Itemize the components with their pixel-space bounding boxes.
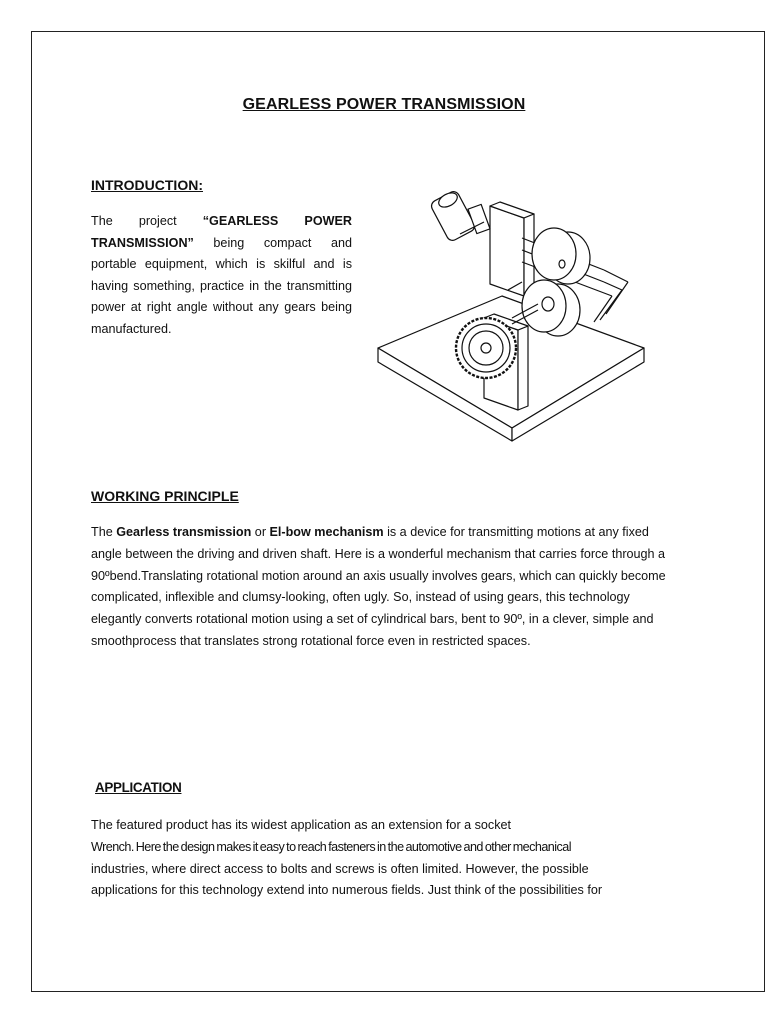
application-line-3: industries, where direct access to bolts and screws is often limited. However, the possible [91,861,589,876]
document-title: GEARLESS POWER TRANSMISSION [242,96,526,113]
introduction-heading: INTRODUCTION: [91,177,203,193]
intro-project-name: “GEARLESS POWER TRANSMISSION” [91,214,352,250]
wp-bold-elbow: El-bow mechanism [269,525,384,539]
wp-bold-gearless: Gearless transmission [116,525,252,539]
wp-text-3: is a device for transmitting motions at any fixed angle between the driving and driven shaft. Here is a wonderful mechanism that carries force through a 90ºbend.Translating rotational motion around an axis usually involves gears, which can quickly become complicated, inflexible and clumsy-looking, often ugly. So, instead of using gears, this technology elegantly converts rotational motion using a set of cylindrical bars, bent to 90º, in a clever, simple and smoothprocess that translates strong rotational force even in restricted spaces. [91,525,666,648]
intro-lead: The project [91,214,203,228]
application-line-2: Wrench. Here the design makes it easy to reach fasteners in the automotive and other mechanical [91,839,571,854]
application-heading: APPLICATION [95,780,182,795]
elbow-mechanism-illustration [372,178,650,446]
introduction-paragraph [91,211,352,341]
wp-text-1: The [91,525,117,539]
application-line-4: applications for this technology extend into numerous fields. Just think of the possibilities for [91,883,603,898]
application-line-1: The featured product has its widest application as an extension for a socket [91,818,512,832]
working-principle-paragraph [91,522,681,653]
working-principle-heading: WORKING PRINCIPLE [91,488,239,504]
application-paragraph [91,815,681,902]
wp-text-2: or [251,525,270,539]
intro-rest: being compact and portable equipment, which is skilful and is having something, practice in the transmitting power at right angle without any gears being manufactured. [91,235,352,336]
